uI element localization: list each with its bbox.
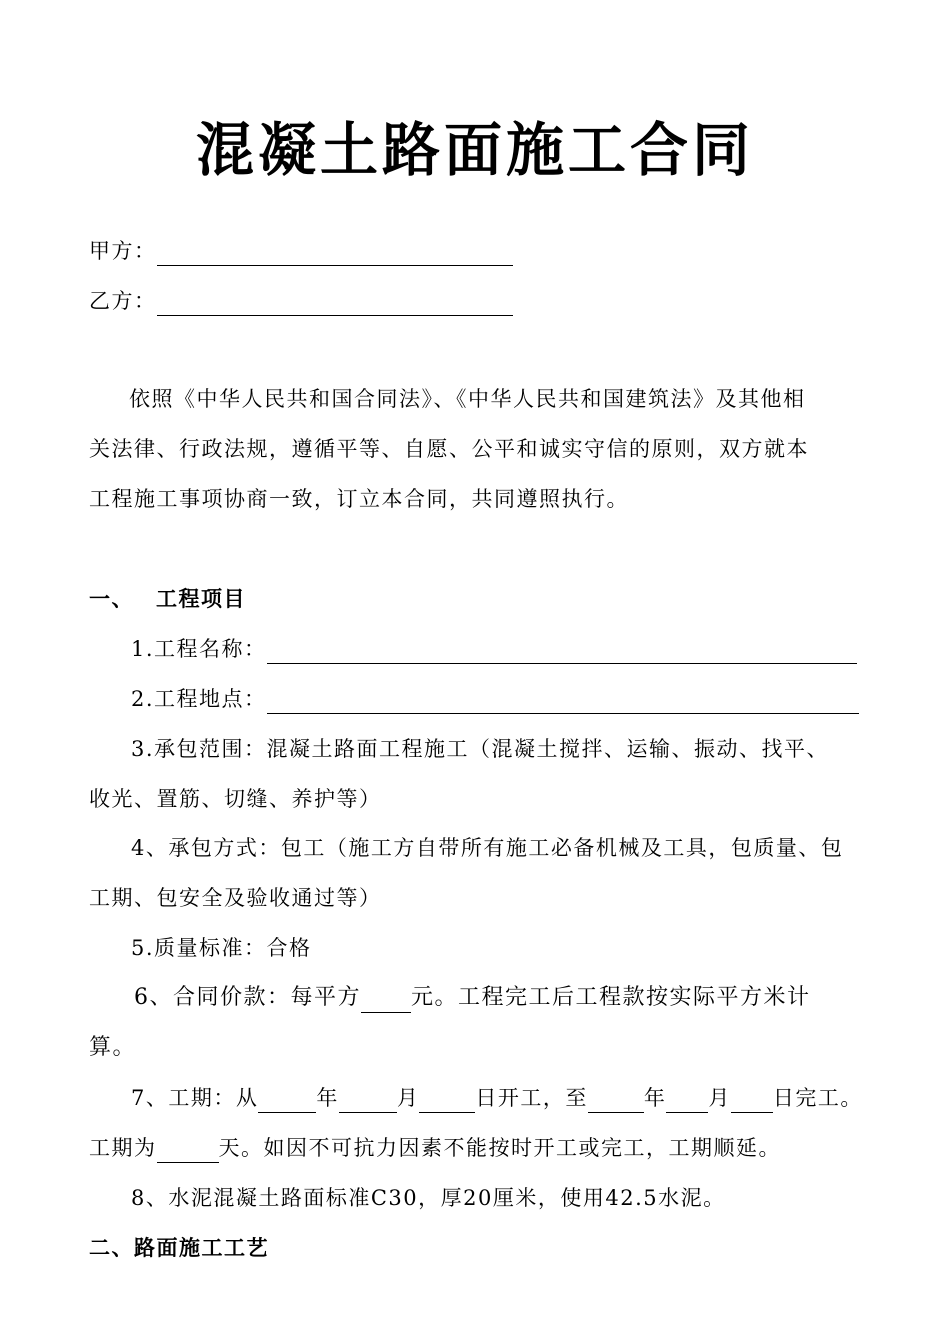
project-location-blank [267,689,859,714]
item7-year-2: 年 [643,1086,667,1110]
item7-month-2: 月 [708,1086,731,1110]
party-b-blank [157,291,513,316]
party-b-line [89,286,513,316]
item7-duration-text: 天。如因不可抗力因素不能按时开工或完工，工期顺延。 [218,1136,781,1160]
party-b-label: 乙方： [89,289,157,313]
item7-end: 日完工。 [772,1086,863,1110]
end-month-blank [666,1088,708,1113]
item5-line: 5.质量标准：合格 [131,936,312,960]
item2-line [131,684,859,714]
item8-line: 8、水泥混凝土路面标准C30，厚20厘米，使用42.5水泥。 [131,1186,726,1210]
party-a-blank [157,241,513,266]
preamble-line-3: 工程施工事项协商一致，订立本合同，共同遵照执行。 [89,487,629,511]
item6-part1: 6、合同价款：每平方 [134,985,361,1010]
start-month-blank [339,1088,397,1113]
preamble-line-1: 依照《中华人民共和国合同法》、《中华人民共和国建筑法》及其他相 [129,387,806,411]
item2-label: 2.工程地点： [131,687,267,711]
item6-line-1 [134,983,811,1013]
preamble-line-2: 关法律、行政法规，遵循平等、自愿、公平和诚实守信的原则，双方就本 [89,437,809,461]
document-title: 混凝土路面施工合同 [195,116,754,184]
item7-month-1: 月 [396,1086,420,1110]
item4-line-1: 4、承包方式：包工（施工方自带所有施工必备机械及工具，包质量、包 [131,836,844,860]
party-a-label: 甲方： [89,239,157,263]
start-day-blank [419,1088,475,1113]
item1-label: 1.工程名称： [131,637,267,661]
item6-line-2: 算。 [89,1035,137,1060]
item6-part2: 元。工程完工后工程款按实际平方米计 [411,985,811,1010]
duration-days-blank [157,1138,219,1163]
party-a-line [89,236,513,266]
item7-year-1: 年 [316,1086,339,1110]
item1-line [131,634,857,664]
end-day-blank [731,1088,773,1113]
item7-duration-label: 工期为 [89,1136,157,1160]
unit-price-blank [361,988,411,1013]
item7-line-2 [89,1133,781,1163]
item4-line-2: 工期、包安全及验收通过等） [89,886,382,910]
item7-from: 7、工期：从 [131,1086,259,1110]
section2-heading: 二、路面施工工艺 [89,1236,269,1260]
project-name-blank [267,639,857,664]
item3-line-1: 3.承包范围：混凝土路面工程施工（混凝土搅拌、运输、振动、找平、 [131,737,830,761]
start-year-blank [258,1088,316,1113]
item7-line-1 [131,1083,863,1113]
item3-line-2: 收光、置筋、切缝、养护等） [89,787,382,811]
end-year-blank [588,1088,644,1113]
section1-title: 工程项目 [156,587,246,611]
item7-start-to: 日开工，至 [475,1086,588,1110]
section1-number: 一、 [89,587,134,611]
section1-heading [89,584,246,614]
